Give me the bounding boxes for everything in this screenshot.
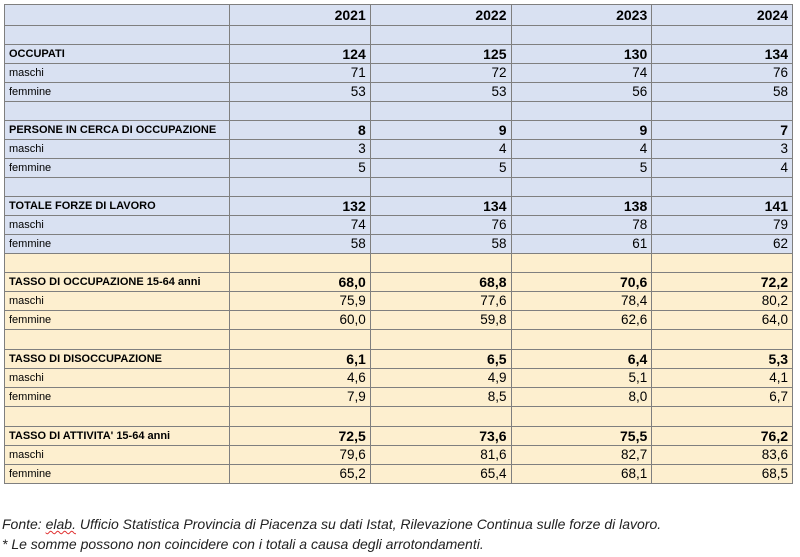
value-cell: 5	[370, 159, 511, 178]
row-label: PERSONE IN CERCA DI OCCUPAZIONE	[5, 121, 230, 140]
row-label: maschi	[5, 216, 230, 235]
year-header: 2022	[370, 5, 511, 26]
value-cell: 141	[652, 197, 793, 216]
breakdown-row	[5, 465, 793, 484]
value-cell: 62,6	[511, 311, 652, 330]
value-cell: 7,9	[230, 388, 371, 407]
value-cell: 76	[652, 64, 793, 83]
value-cell: 9	[370, 121, 511, 140]
row-label: TASSO DI OCCUPAZIONE 15-64 anni	[5, 273, 230, 292]
empty-cell	[230, 407, 371, 427]
row-label: maschi	[5, 64, 230, 83]
empty-cell	[511, 330, 652, 350]
empty-cell	[652, 254, 793, 273]
empty-cell	[370, 102, 511, 121]
breakdown-row	[5, 446, 793, 465]
value-cell: 81,6	[370, 446, 511, 465]
value-cell: 72,2	[652, 273, 793, 292]
breakdown-row	[5, 311, 793, 330]
breakdown-row	[5, 140, 793, 159]
value-cell: 58	[370, 235, 511, 254]
value-cell: 5,1	[511, 369, 652, 388]
value-cell: 82,7	[511, 446, 652, 465]
value-cell: 76,2	[652, 427, 793, 446]
rounding-note: * Le somme possono non coincidere con i totali a causa degli arrotondamenti.	[2, 536, 484, 552]
empty-cell	[652, 26, 793, 45]
row-label: femmine	[5, 311, 230, 330]
empty-cell	[230, 26, 371, 45]
section-total-row	[5, 350, 793, 369]
breakdown-row	[5, 292, 793, 311]
row-label: TASSO DI DISOCCUPAZIONE	[5, 350, 230, 369]
value-cell: 4,9	[370, 369, 511, 388]
value-cell: 5	[230, 159, 371, 178]
section-total-row	[5, 121, 793, 140]
breakdown-row	[5, 369, 793, 388]
source-note: Fonte: elab. Ufficio Statistica Provincia di Piacenza su dati Istat, Rilevazione Continua sulle forze di lavoro.	[2, 516, 662, 532]
empty-cell	[230, 330, 371, 350]
value-cell: 8,0	[511, 388, 652, 407]
value-cell: 8	[230, 121, 371, 140]
empty-cell	[511, 26, 652, 45]
value-cell: 134	[370, 197, 511, 216]
row-label: maschi	[5, 140, 230, 159]
value-cell: 71	[230, 64, 371, 83]
value-cell: 5,3	[652, 350, 793, 369]
empty-cell	[5, 102, 230, 121]
empty-cell	[370, 330, 511, 350]
value-cell: 4	[511, 140, 652, 159]
value-cell: 3	[652, 140, 793, 159]
value-cell: 58	[230, 235, 371, 254]
breakdown-row	[5, 388, 793, 407]
value-cell: 75,9	[230, 292, 371, 311]
row-label: TASSO DI ATTIVITA' 15-64 anni	[5, 427, 230, 446]
year-header: 2023	[511, 5, 652, 26]
value-cell: 65,4	[370, 465, 511, 484]
empty-cell	[511, 407, 652, 427]
row-label: femmine	[5, 159, 230, 178]
source-abbrev: elab.	[45, 516, 76, 532]
value-cell: 130	[511, 45, 652, 64]
empty-cell	[370, 407, 511, 427]
empty-cell	[652, 407, 793, 427]
value-cell: 132	[230, 197, 371, 216]
breakdown-row	[5, 83, 793, 102]
value-cell: 65,2	[230, 465, 371, 484]
row-label: maschi	[5, 292, 230, 311]
value-cell: 56	[511, 83, 652, 102]
row-label: femmine	[5, 83, 230, 102]
value-cell: 3	[230, 140, 371, 159]
value-cell: 4	[370, 140, 511, 159]
value-cell: 74	[230, 216, 371, 235]
row-label: maschi	[5, 369, 230, 388]
section-total-row	[5, 427, 793, 446]
empty-cell	[5, 407, 230, 427]
value-cell: 78	[511, 216, 652, 235]
value-cell: 53	[370, 83, 511, 102]
row-label: OCCUPATI	[5, 45, 230, 64]
empty-cell	[511, 254, 652, 273]
table-body	[5, 26, 793, 484]
value-cell: 80,2	[652, 292, 793, 311]
section-total-row	[5, 197, 793, 216]
empty-cell	[5, 26, 230, 45]
breakdown-row	[5, 235, 793, 254]
value-cell: 68,0	[230, 273, 371, 292]
year-header: 2021	[230, 5, 371, 26]
section-total-row	[5, 45, 793, 64]
spacer-row	[5, 178, 793, 197]
value-cell: 4,6	[230, 369, 371, 388]
breakdown-row	[5, 216, 793, 235]
value-cell: 124	[230, 45, 371, 64]
empty-cell	[370, 178, 511, 197]
empty-cell	[230, 254, 371, 273]
value-cell: 79,6	[230, 446, 371, 465]
value-cell: 73,6	[370, 427, 511, 446]
empty-cell	[5, 254, 230, 273]
value-cell: 64,0	[652, 311, 793, 330]
value-cell: 60,0	[230, 311, 371, 330]
value-cell: 72	[370, 64, 511, 83]
spacer-row	[5, 407, 793, 427]
value-cell: 59,8	[370, 311, 511, 330]
value-cell: 70,6	[511, 273, 652, 292]
section-total-row	[5, 273, 793, 292]
value-cell: 79	[652, 216, 793, 235]
empty-cell	[652, 178, 793, 197]
value-cell: 72,5	[230, 427, 371, 446]
value-cell: 138	[511, 197, 652, 216]
header-empty-cell	[5, 5, 230, 26]
empty-cell	[652, 102, 793, 121]
value-cell: 6,5	[370, 350, 511, 369]
spacer-row	[5, 102, 793, 121]
spacer-row	[5, 26, 793, 45]
empty-cell	[230, 178, 371, 197]
value-cell: 53	[230, 83, 371, 102]
value-cell: 6,7	[652, 388, 793, 407]
value-cell: 134	[652, 45, 793, 64]
value-cell: 5	[511, 159, 652, 178]
value-cell: 7	[652, 121, 793, 140]
row-label: maschi	[5, 446, 230, 465]
breakdown-row	[5, 159, 793, 178]
value-cell: 83,6	[652, 446, 793, 465]
spacer-row	[5, 330, 793, 350]
row-label: TOTALE FORZE DI LAVORO	[5, 197, 230, 216]
value-cell: 75,5	[511, 427, 652, 446]
value-cell: 77,6	[370, 292, 511, 311]
value-cell: 58	[652, 83, 793, 102]
value-cell: 125	[370, 45, 511, 64]
year-header-row	[5, 5, 793, 26]
empty-cell	[5, 178, 230, 197]
value-cell: 68,5	[652, 465, 793, 484]
empty-cell	[5, 330, 230, 350]
spacer-row	[5, 254, 793, 273]
value-cell: 62	[652, 235, 793, 254]
value-cell: 74	[511, 64, 652, 83]
labour-force-table	[4, 4, 793, 484]
value-cell: 8,5	[370, 388, 511, 407]
empty-cell	[511, 102, 652, 121]
value-cell: 6,1	[230, 350, 371, 369]
value-cell: 9	[511, 121, 652, 140]
empty-cell	[370, 26, 511, 45]
value-cell: 76	[370, 216, 511, 235]
value-cell: 68,8	[370, 273, 511, 292]
value-cell: 68,1	[511, 465, 652, 484]
empty-cell	[511, 178, 652, 197]
empty-cell	[370, 254, 511, 273]
empty-cell	[652, 330, 793, 350]
value-cell: 61	[511, 235, 652, 254]
value-cell: 6,4	[511, 350, 652, 369]
row-label: femmine	[5, 235, 230, 254]
empty-cell	[230, 102, 371, 121]
value-cell: 4	[652, 159, 793, 178]
row-label: femmine	[5, 388, 230, 407]
breakdown-row	[5, 64, 793, 83]
row-label: femmine	[5, 465, 230, 484]
value-cell: 78,4	[511, 292, 652, 311]
year-header: 2024	[652, 5, 793, 26]
value-cell: 4,1	[652, 369, 793, 388]
